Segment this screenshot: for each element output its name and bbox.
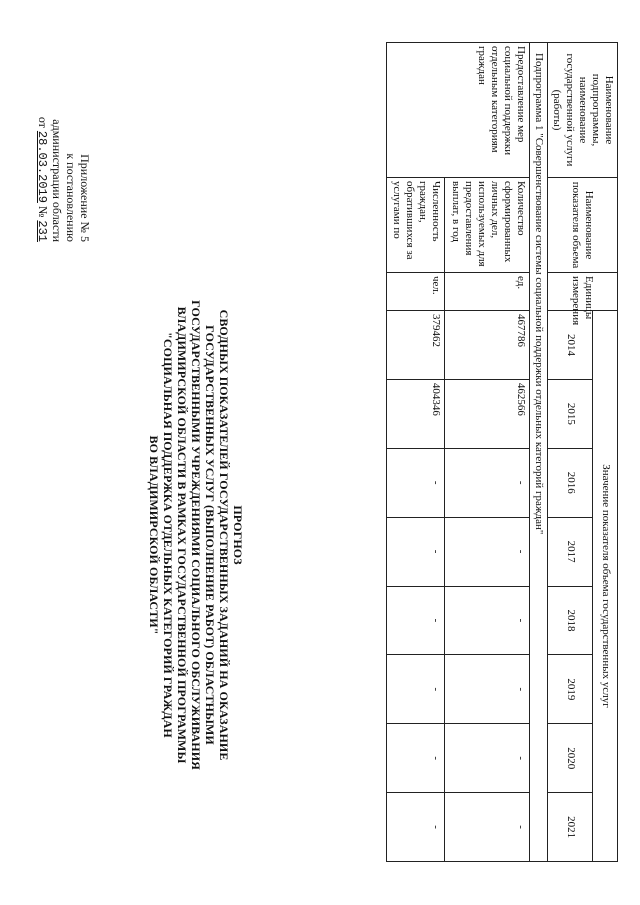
title-line: ГОСУДАРСТВЕННЫХ УСЛУГ (ВЫПОЛНЕНИЕ РАБОТ) ОБЛАСТНЫМИ bbox=[203, 325, 217, 745]
year-cell: 2018 bbox=[548, 586, 593, 655]
indicators-table bbox=[386, 42, 618, 862]
title-line: ВЛАДИМИРСКОЙ ОБЛАСТИ В РАМКАХ ГОСУДАРСТВЕННОЙ ПРОГРАММЫ bbox=[175, 306, 189, 764]
title-line: ГОСУДАРСТВЕННЫМИ УЧРЕЖДЕНИЯМИ СОЦИАЛЬНОГО ОБСЛУЖИВАНИЯ bbox=[189, 300, 203, 770]
year-cell: 2020 bbox=[548, 724, 593, 793]
header-unit: Единицы измерения bbox=[548, 273, 618, 311]
value-cell: - bbox=[387, 655, 445, 724]
year-cell: 2021 bbox=[548, 793, 593, 862]
number-prefix: № bbox=[36, 205, 50, 218]
unit-cell: ед. bbox=[445, 273, 530, 311]
indicator-cell: Численность граждан, обратившихся за услугами по bbox=[387, 178, 445, 273]
appendix-line: администрации области bbox=[50, 119, 64, 242]
appendix-line: к постановлению bbox=[64, 153, 78, 242]
value-cell: - bbox=[445, 655, 530, 724]
value-cell: - bbox=[387, 517, 445, 586]
value-cell: - bbox=[387, 448, 445, 517]
value-cell: - bbox=[387, 586, 445, 655]
year-cell: 2015 bbox=[548, 379, 593, 448]
year-cell: 2019 bbox=[548, 655, 593, 724]
title-line: ВО ВЛАДИМИРСКОЙ ОБЛАСТИ" bbox=[147, 435, 161, 635]
date-prefix: от bbox=[36, 116, 50, 128]
appendix-date-line bbox=[35, 22, 50, 242]
value-cell: - bbox=[445, 448, 530, 517]
value-cell: - bbox=[445, 586, 530, 655]
value-cell: - bbox=[445, 793, 530, 862]
title-line: ПРОГНОЗ bbox=[231, 505, 245, 565]
subprogram-row: Подпрограмма 1 "Совершенствование системы социальной поддержки отдельных категорий граждан" bbox=[530, 43, 548, 862]
value-cell: - bbox=[445, 517, 530, 586]
value-cell: 379462 bbox=[387, 311, 445, 380]
header-indicator: Наименование показателя объема bbox=[548, 178, 618, 273]
number-value: 231 bbox=[35, 220, 49, 242]
title-line: СВОДНЫХ ПОКАЗАТЕЛЕЙ ГОСУДАРСТВЕННЫХ ЗАДАНИЙ НА ОКАЗАНИЕ bbox=[217, 309, 231, 761]
indicator-cell: Количество сформированных личных дел, используемых для предоставления выплат, в год bbox=[445, 178, 530, 273]
value-cell: - bbox=[445, 724, 530, 793]
value-cell: - bbox=[387, 793, 445, 862]
date-value: 28.03.2019 bbox=[35, 130, 49, 203]
header-values: Значение показателя объема государственных услуг bbox=[593, 311, 618, 862]
document-title bbox=[147, 255, 245, 815]
title-line: "СОЦИАЛЬНАЯ ПОДДЕРЖКА ОТДЕЛЬНЫХ КАТЕГОРИЙ ГРАЖДАН bbox=[161, 332, 175, 738]
year-cell: 2017 bbox=[548, 517, 593, 586]
year-cell: 2014 bbox=[548, 311, 593, 380]
value-cell: - bbox=[387, 724, 445, 793]
service-name: Предоставление мер социальной поддержки отдельным категориям граждан bbox=[387, 43, 530, 178]
appendix-line: Приложение № 5 bbox=[78, 154, 92, 242]
value-cell: 404346 bbox=[387, 379, 445, 448]
appendix-header bbox=[35, 22, 92, 242]
value-cell: 462566 bbox=[445, 379, 530, 448]
unit-cell: чел. bbox=[387, 273, 445, 311]
header-name: Наименование подпрограммы, наименование государственной услуги (работы) bbox=[548, 43, 618, 178]
year-cell: 2016 bbox=[548, 448, 593, 517]
value-cell: 467786 bbox=[445, 311, 530, 380]
